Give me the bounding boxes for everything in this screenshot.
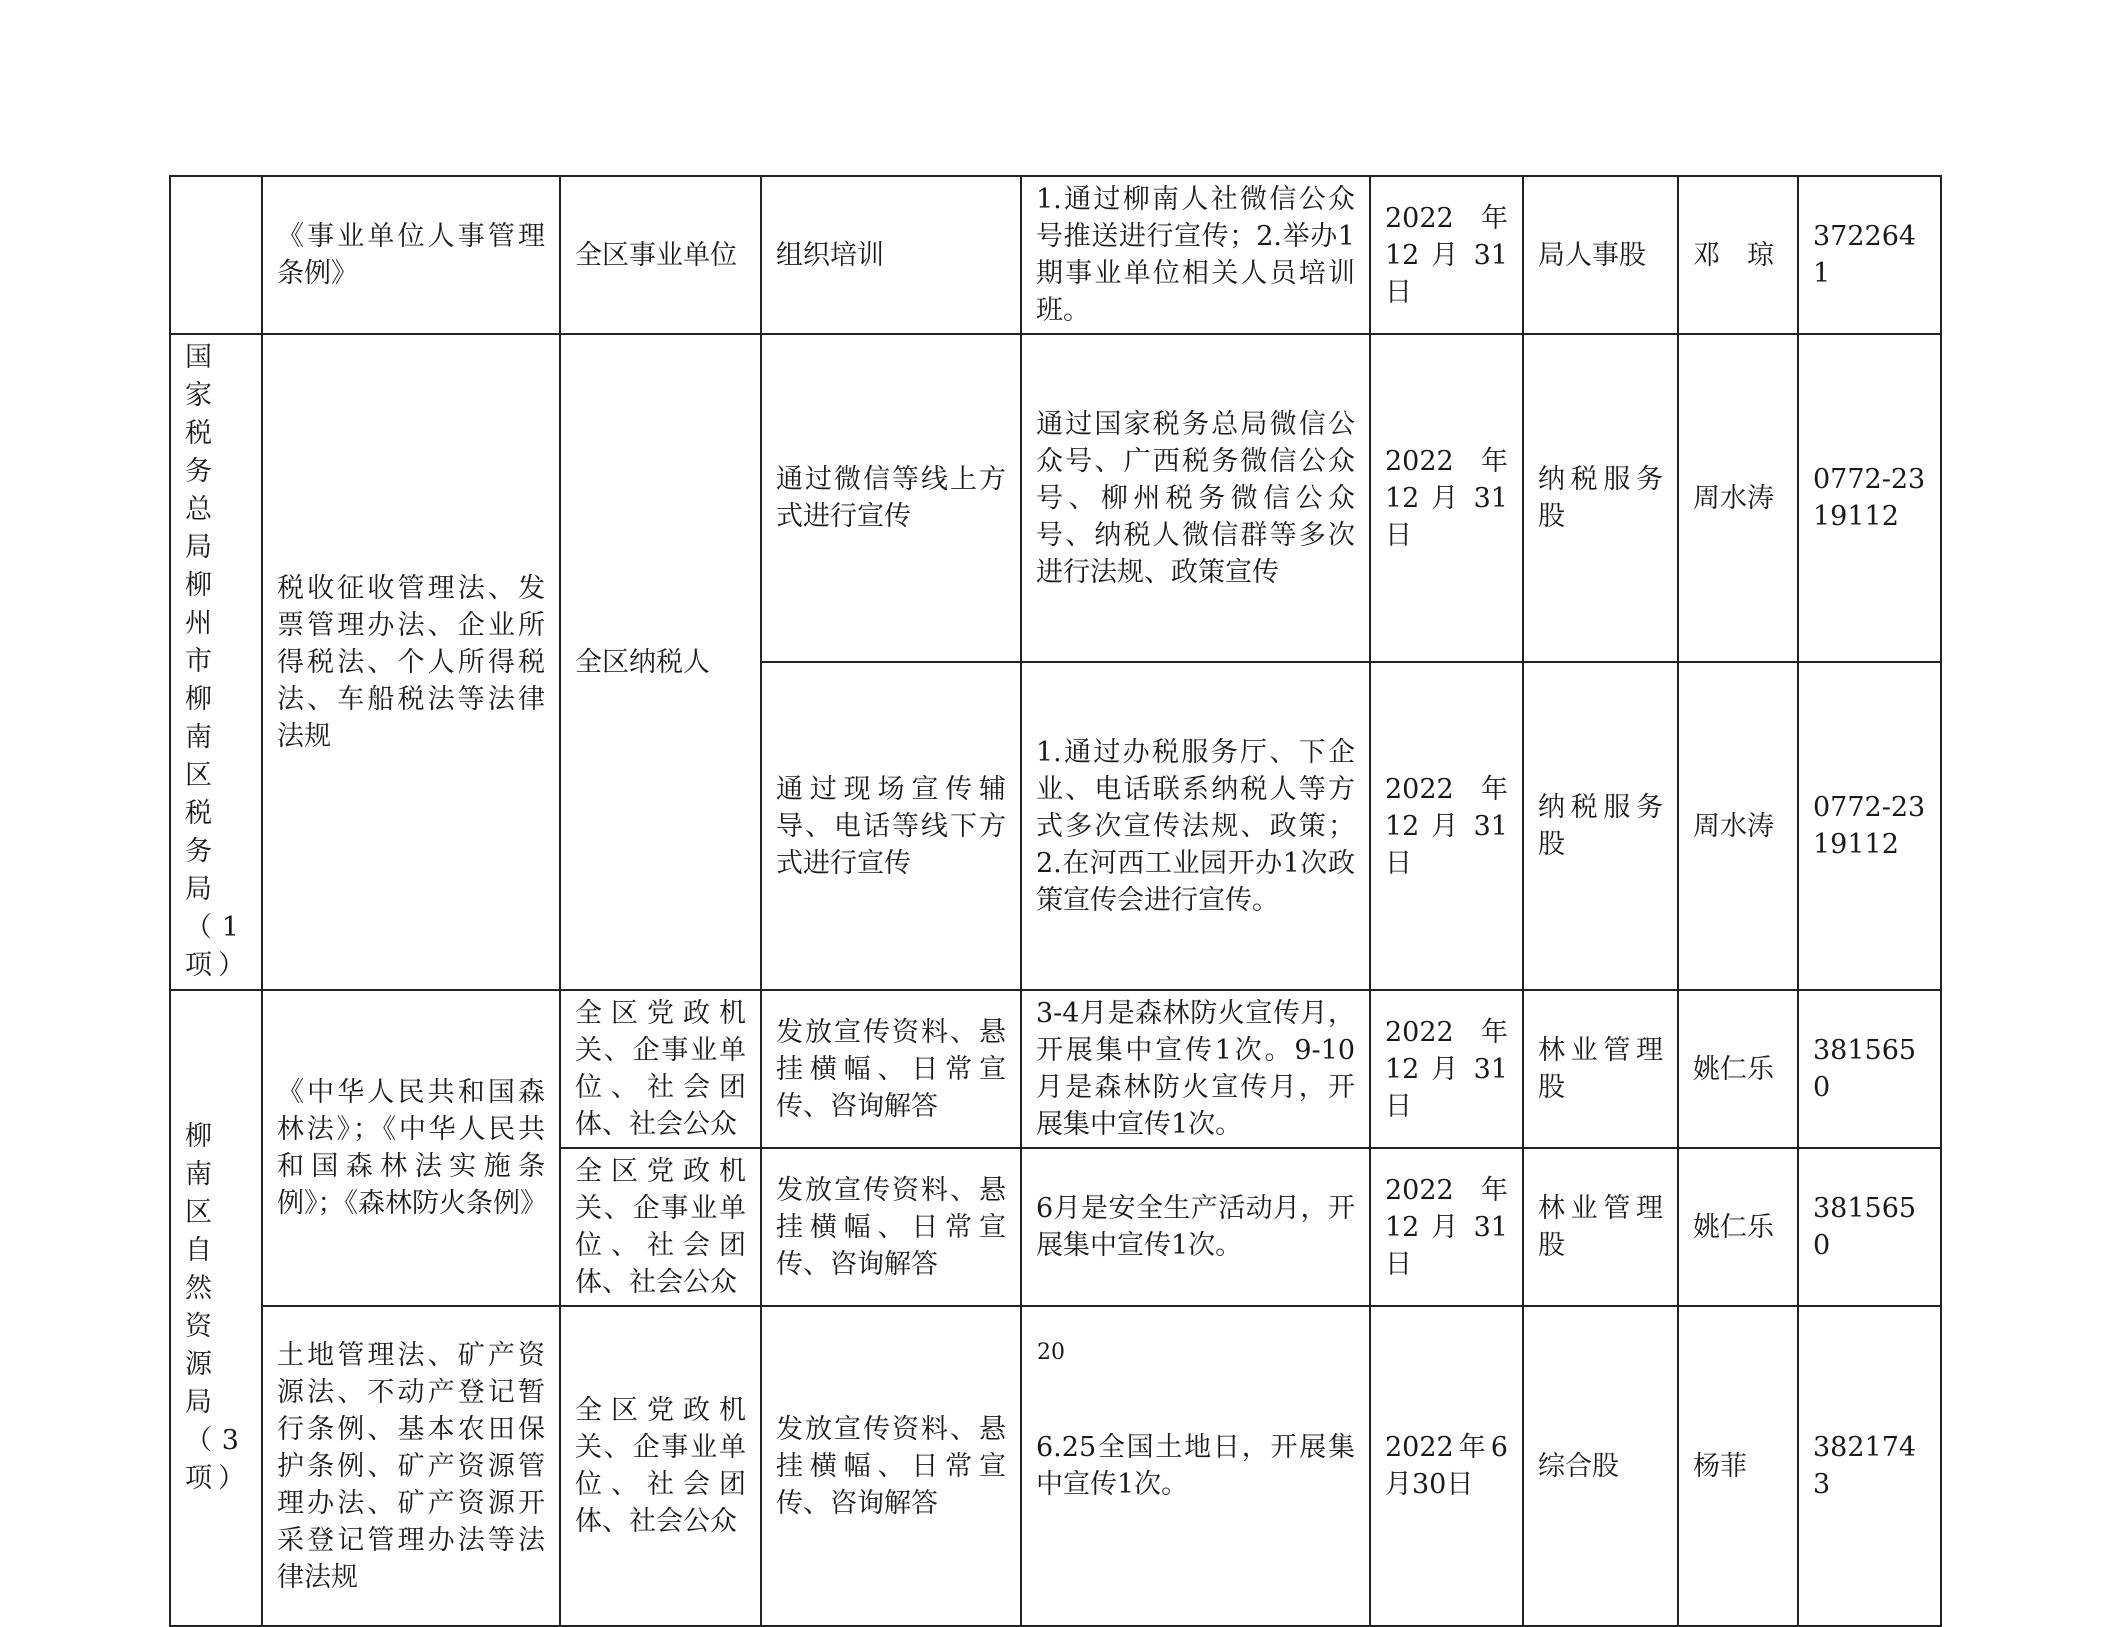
law-cell: 土地管理法、矿产资源法、不动产登记暂行条例、基本农田保护条例、矿产资源管理办法、矿产资源开采登记管理办法等法律法规 (262, 1306, 560, 1626)
phone-cell: 3815650 (1798, 990, 1941, 1148)
content-cell: 6月是安全生产活动月，开展集中宣传1次。 (1021, 1148, 1370, 1306)
target-cell: 全区党政机关、企事业单位、社会团体、社会公众 (560, 1148, 761, 1306)
law-cell: 《事业单位人事管理条例》 (262, 176, 560, 334)
page-number: 20 (1037, 1340, 1065, 1365)
dept-cell: 局人事股 (1523, 176, 1678, 334)
dept-cell: 综合股 (1523, 1306, 1678, 1626)
org-cell-empty (170, 176, 262, 334)
org-cell: 国家税务总局柳州市柳南区税务局（1项） (170, 334, 262, 990)
content-cell: 3-4月是森林防火宣传月，开展集中宣传1次。9-10月是森林防火宣传月，开展集中宣传1次。 (1021, 990, 1370, 1148)
person-cell: 周水涛 (1678, 662, 1798, 990)
person-cell: 杨菲 (1678, 1306, 1798, 1626)
method-cell: 通过微信等线上方式进行宣传 (761, 334, 1021, 662)
method-cell: 发放宣传资料、悬挂横幅、日常宣传、咨询解答 (761, 990, 1021, 1148)
deadline-cell: 2022 年 12 月 31 日 (1370, 990, 1523, 1148)
dept-cell: 林业管理股 (1523, 990, 1678, 1148)
deadline-cell: 2022 年 12 月 31 日 (1370, 662, 1523, 990)
deadline-cell: 2022 年 12 月 31 日 (1370, 334, 1523, 662)
deadline-cell: 2022年6月30日 (1370, 1306, 1523, 1626)
phone-cell: 3815650 (1798, 1148, 1941, 1306)
law-cell: 税收征收管理法、发票管理办法、企业所得税法、个人所得税法、车船税法等法律法规 (262, 334, 560, 990)
table-row (170, 176, 1941, 334)
dept-cell: 林业管理股 (1523, 1148, 1678, 1306)
content-cell: 6.25全国土地日，开展集中宣传1次。 (1021, 1306, 1370, 1626)
phone-cell: 0772-2319112 (1798, 662, 1941, 990)
org-cell: 柳南区自然资源局（3项） (170, 990, 262, 1626)
phone-cell: 0772-2319112 (1798, 334, 1941, 662)
target-cell: 全区事业单位 (560, 176, 761, 334)
table-row (170, 334, 1941, 662)
target-cell: 全区党政机关、企事业单位、社会团体、社会公众 (560, 990, 761, 1148)
person-cell: 邓 琼 (1678, 176, 1798, 334)
content-cell: 1.通过办税服务厅、下企业、电话联系纳税人等方式多次宣传法规、政策；2.在河西工业园开办1次政策宣传会进行宣传。 (1021, 662, 1370, 990)
publicity-plan-table (169, 175, 1942, 1627)
phone-cell: 3722641 (1798, 176, 1941, 334)
person-cell: 姚仁乐 (1678, 1148, 1798, 1306)
deadline-cell: 2022 年 12 月 31 日 (1370, 1148, 1523, 1306)
phone-cell: 3821743 (1798, 1306, 1941, 1626)
content-cell: 通过国家税务总局微信公众号、广西税务微信公众号、柳州税务微信公众号、纳税人微信群等多次进行法规、政策宣传 (1021, 334, 1370, 662)
person-cell: 周水涛 (1678, 334, 1798, 662)
method-cell: 通过现场宣传辅导、电话等线下方式进行宣传 (761, 662, 1021, 990)
content-cell: 1.通过柳南人社微信公众号推送进行宣传；2.举办1期事业单位相关人员培训班。 (1021, 176, 1370, 334)
deadline-cell: 2022 年 12 月 31 日 (1370, 176, 1523, 334)
method-cell: 组织培训 (761, 176, 1021, 334)
law-cell: 《中华人民共和国森林法》；《中华人民共和国森林法实施条例》；《森林防火条例》 (262, 990, 560, 1306)
dept-cell: 纳税服务股 (1523, 334, 1678, 662)
method-cell: 发放宣传资料、悬挂横幅、日常宣传、咨询解答 (761, 1306, 1021, 1626)
dept-cell: 纳税服务股 (1523, 662, 1678, 990)
target-cell: 全区纳税人 (560, 334, 761, 990)
target-cell: 全区党政机关、企事业单位、社会团体、社会公众 (560, 1306, 761, 1626)
method-cell: 发放宣传资料、悬挂横幅、日常宣传、咨询解答 (761, 1148, 1021, 1306)
table-row (170, 990, 1941, 1148)
person-cell: 姚仁乐 (1678, 990, 1798, 1148)
